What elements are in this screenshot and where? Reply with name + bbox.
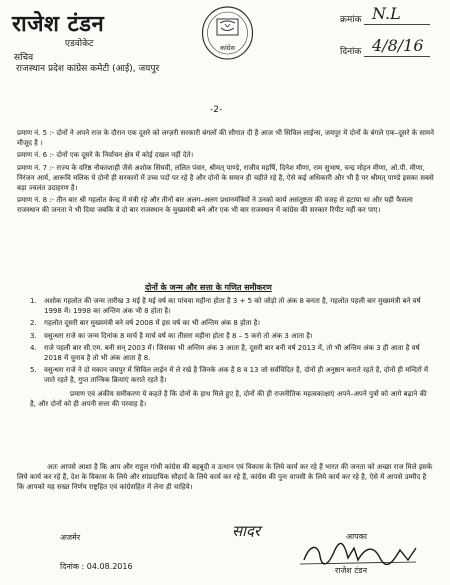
conclusion-paragraph: प्रमाण एवं अंकीय समीकरण ये कहते है कि दोनों के हाथ मिले हुए है, दोनों की ही राजनीतिक महत्वकांक्षाएं अपने–अपने पुत्रों को आगे बढ़ाने की है, और दोनों को ही अपनी सत्ता की परवाह है। (30, 389, 427, 408)
proof-paragraph: प्रमाण नं. 8 :- तीन बार श्री गहलोत केन्द्र में मंत्री रहे और तीनों बार अलग–अलग प्रधानमंत्रियों ने उनको कार्य असंतुष्टता की वजह से हटाया था और यही फैसला राजस्थान की जनता ने भी दिया जबकि वे दो बार राजस्थान के मुख्यमंत्री बने और एक भी बार राजस्थान में कांग्रेस की सरकार रिपीट नहीं कर पाए। (17, 196, 413, 215)
closing-place: अजमेर (60, 533, 81, 542)
list-item-number: 5. (30, 366, 37, 375)
date-value: 4/8/16 (372, 36, 424, 55)
list-item-number: 4. (30, 343, 37, 352)
section-heading: दोनों के जन्म और सत्ता के गणित समीकरण (145, 283, 272, 292)
date-label: दिनांक (340, 47, 362, 57)
page-number: -2- (210, 105, 223, 115)
closing-date: दिनांक : 04.08.2016 (60, 562, 133, 571)
list-item-text: अशोक गहलोत की जन्म तारीख 3 मई है मई वर्ष का पांचवा महीना होता है 3 + 5 को जोड़ो तो अंक 8 बनता है, गहलोत पहली बार मुख्यमंत्री बने वर्ष 1998 में। 1998 का अन्तिम अंक भी 8 होता है। (44, 297, 421, 316)
letterhead-secretary: सचिव (14, 53, 34, 63)
proof-paragraph: प्रमाण नं. 6 :- दोनों एक दूसरे के निर्वाचन क्षेत्र में कोई दखल नहीं देते। (17, 151, 194, 160)
letterhead-designation: एडवोकेट (65, 39, 94, 49)
letterhead-name: राजेश टंडन (12, 12, 105, 37)
date-underline (364, 56, 430, 57)
signatory-name: राजेश टंडन (335, 566, 368, 575)
list-item (30, 318, 432, 328)
signature (296, 540, 436, 568)
ref-value: N.L (372, 4, 401, 23)
list-item-text: राजे पहली बार सी.एम. बनी सन् 2003 में। जिसका भी अन्तिम अंक 3 आता है, दूसरी बार बनी वर्ष 2013 में, तो भी अन्तिम अंक 3 ही आता है वर्ष 2018 में चुनाव है तो भी अंक आता है 8. (44, 343, 420, 363)
list-item (30, 343, 432, 363)
list-item-text: गहलोत दूसरी बार मुख्यमंत्री बने वर्ष 2008 में इस वर्ष का भी अन्तिम अंक 8 होता है। (44, 319, 261, 328)
congress-logo (200, 5, 255, 65)
logo-label: कांग्रेस (220, 44, 235, 52)
handwritten-greeting (228, 520, 298, 540)
list-item (30, 365, 432, 385)
closing-yours: आपका (346, 532, 367, 541)
list-item-number: 1. (30, 297, 37, 305)
proof-paragraph: प्रमाण नं. 5 :- दोनों ने अपने राज के दौरान एक दूसरे को लग्ज़री सरकारी बंगलों की सौगात दी है आज भी सिविल लाईन्स, जयपुर में दोनों के बंगले एक–दूसरे के सामने मौजूद है । (17, 129, 434, 148)
appeal-paragraph: अतः आपसे आशा है कि आप और राहुल गांधी कांग्रेस की बहबूदी व उत्थान एवं विकास के लिये कार्य कर रहे हैं भारत की जनता को अच्छा राज मिले इसके लिये कार्य कर रहे हैं, देश के विकास के लिये और सांप्रदायिक सौहार्द के लिये कार्य कर रहे हैं, कांग्रेस की पुनः वापसी के लिये कार्य कर रहे है, ऐसे में आपसे उम्मीद है कि आपको यह सख्त निर्णय राष्ट्रहित एवं कांग्रेसहित में लेना ही चाहिये। (17, 463, 433, 492)
letterhead-party: राजस्थान प्रदेश कांग्रेस कमेटी (आई), जयपुर (16, 64, 160, 74)
numbered-list (30, 296, 432, 411)
proof-paragraph: प्रमाण नं. 7 :- राज्य के वरिष्ठ नौकरशाही जैसे अशोक सिंघवी, ललित पंवार, श्रीमत् पाण्डे, राजीव महर्षि, दिनेश मीणा, राम सुभाष, चन्द्र मोहन मीणा, ओ.पी. मीणा, निरंजन आर्य, आरूवि मलिक ये दोनों ही सरकारों में उच्च पदों पर रहे है और दोनों के समान ही चहीते रहे है, ऐसे कई अधिकारी और भी है पर श्रीमत् पाण्डे इसका सबसे बड़ा ज्वलंत उदाहरण है। (17, 163, 434, 193)
list-item-number: 3. (30, 331, 37, 340)
list-item (30, 331, 432, 341)
list-item-number: 2. (30, 319, 37, 328)
list-item (30, 296, 432, 316)
handwritten-greeting-text: सादर (232, 522, 261, 540)
list-item-text: वसुन्धरा राजे का जन्म दिनांक 8 मार्च है मार्च वर्ष का तीसरा महीना होता है 8 – 5 करो तो अंक 3 आता है। (44, 331, 313, 340)
proofs-block (17, 128, 435, 218)
ref-underline (364, 24, 430, 25)
list-item-text: वसुन्धरा राजे ने दो मकान जयपुर में सिविल लाईन में ले रखे है जिनके अंक है 8 व 13 जो सर्वविदित है, दोनों ही अनुष्ठान कराते रहते है, दोनों ही मन्दिरों में जाते रहते है, गुप्त तान्त्रिक क्रियाएं कराते रहते है। (44, 366, 429, 385)
ref-label: क्रमांक (340, 15, 362, 25)
